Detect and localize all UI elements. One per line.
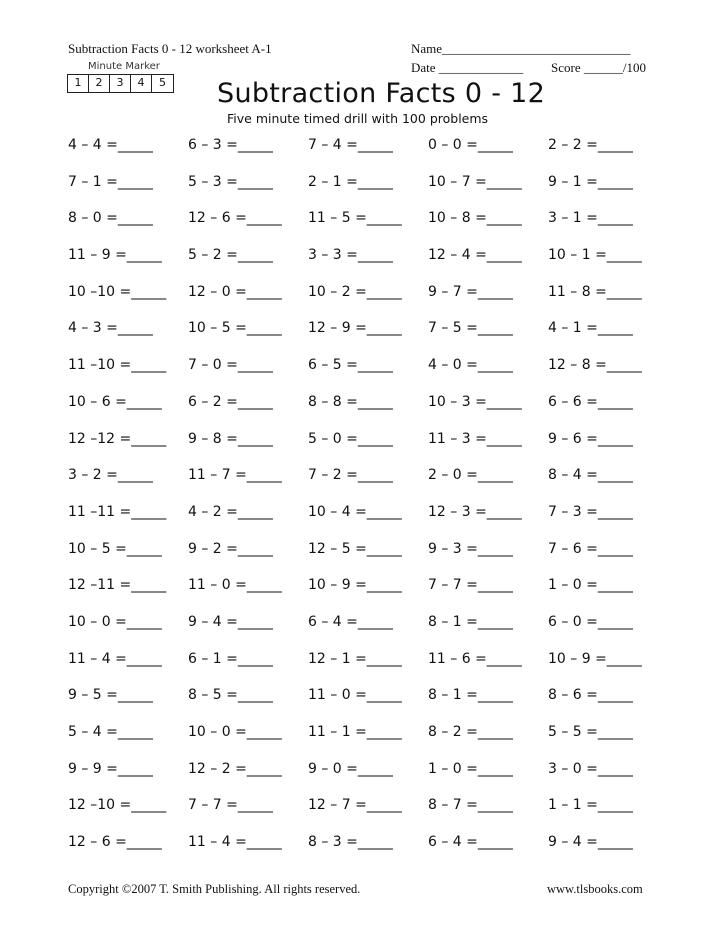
problem-item: 5 – 3 =_____ — [188, 173, 273, 190]
problem-item: 12 –12 =_____ — [68, 430, 167, 447]
problem-grid — [68, 136, 668, 870]
problem-item: 10 – 4 =_____ — [308, 503, 402, 520]
problem-item: 1 – 1 =_____ — [548, 797, 633, 814]
problem-item: 9 – 9 =_____ — [68, 760, 153, 777]
problem-item: 10 – 0 =_____ — [68, 613, 162, 630]
date-field: Date _____________ — [411, 60, 524, 75]
problem-item: 6 – 4 =_____ — [308, 613, 393, 630]
problem-item: 12 –11 =_____ — [68, 577, 167, 594]
minute-marker-box: 5 — [159, 76, 166, 89]
problem-item: 11 – 3 =_____ — [428, 430, 522, 447]
problem-item: 1 – 0 =_____ — [548, 577, 633, 594]
problem-item: 10 – 5 =_____ — [68, 540, 162, 557]
problem-item: 3 – 3 =_____ — [308, 247, 393, 264]
minute-marker-box: 3 — [110, 75, 131, 92]
problem-item: 3 – 1 =_____ — [548, 210, 633, 227]
problem-item: 7 – 6 =_____ — [548, 540, 633, 557]
problem-item: 7 – 3 =_____ — [548, 503, 633, 520]
minute-marker-box: 2 — [89, 75, 110, 92]
problem-item: 8 – 3 =_____ — [308, 834, 393, 851]
problem-item: 9 – 4 =_____ — [548, 834, 633, 851]
problem-item: 12 – 6 =_____ — [188, 210, 282, 227]
problem-item: 12 – 9 =_____ — [308, 320, 402, 337]
problem-item: 4 – 3 =_____ — [68, 320, 153, 337]
problem-item: 9 – 8 =_____ — [188, 430, 273, 447]
problem-item: 11 – 8 =_____ — [548, 283, 642, 300]
problem-item: 10 –10 =_____ — [68, 283, 167, 300]
problem-item: 10 – 7 =_____ — [428, 173, 522, 190]
problem-item: 10 – 0 =_____ — [188, 724, 282, 740]
problem-item: 4 – 0 =_____ — [428, 357, 513, 374]
problem-item: 12 – 0 =_____ — [188, 283, 282, 300]
copyright-notice: Copyright ©2007 T. Smith Publishing. All rights reserved. — [68, 882, 361, 896]
problem-item: 6 – 0 =_____ — [548, 613, 633, 630]
problem-item: 1 – 0 =_____ — [428, 760, 513, 777]
minute-marker-box: 4 — [131, 75, 152, 92]
problem-item: 10 – 8 =_____ — [428, 210, 522, 227]
problem-item: 7 – 1 =_____ — [68, 173, 153, 190]
website-link: www.tlsbooks.com — [547, 882, 643, 896]
problem-item: 12 – 2 =_____ — [188, 760, 282, 777]
problem-item: 3 – 2 =_____ — [68, 467, 153, 484]
problem-item: 8 – 5 =_____ — [188, 687, 273, 704]
problem-item: 10 – 3 =_____ — [428, 393, 522, 410]
problem-item: 12 – 5 =_____ — [308, 540, 402, 557]
problem-item: 9 – 6 =_____ — [548, 430, 633, 447]
problem-item: 12 – 6 =_____ — [68, 834, 162, 851]
problem-item: 5 – 4 =_____ — [68, 724, 153, 740]
problem-item: 8 – 0 =_____ — [68, 210, 153, 227]
problem-item: 12 – 1 =_____ — [308, 650, 402, 667]
problem-item: 4 – 2 =_____ — [188, 503, 273, 520]
problem-item: 8 – 1 =_____ — [428, 687, 513, 704]
problem-item: 12 –10 =_____ — [68, 797, 167, 814]
problem-item: 10 – 2 =_____ — [308, 283, 402, 300]
problem-item: 12 – 4 =_____ — [428, 247, 522, 264]
problem-item: 6 – 1 =_____ — [188, 650, 273, 667]
name-field: Name_____________________________ — [411, 41, 631, 56]
problem-item: 9 – 2 =_____ — [188, 540, 273, 557]
minute-marker-label: Minute Marker — [88, 61, 160, 72]
problem-item: 11 – 7 =_____ — [188, 467, 282, 484]
problem-item: 8 – 2 =_____ — [428, 724, 513, 740]
problem-item: 11 – 9 =_____ — [68, 247, 162, 264]
problem-item: 7 – 0 =_____ — [188, 357, 273, 374]
minute-marker-boxes — [67, 74, 174, 93]
problem-item: 11 – 0 =_____ — [308, 687, 402, 704]
problem-item: 4 – 1 =_____ — [548, 320, 633, 337]
problem-item: 10 – 6 =_____ — [68, 393, 162, 410]
problem-item: 8 – 6 =_____ — [548, 687, 633, 704]
problem-item: 10 – 1 =_____ — [548, 247, 642, 264]
problem-item: 11 – 5 =_____ — [308, 210, 402, 227]
problem-item: 10 – 9 =_____ — [308, 577, 402, 594]
problem-item: 4 – 4 =_____ — [68, 137, 153, 153]
problem-item: 7 – 2 =_____ — [308, 467, 393, 484]
problem-item: 8 – 4 =_____ — [548, 467, 633, 484]
problem-item: 9 – 0 =_____ — [308, 760, 393, 777]
problem-item: 6 – 6 =_____ — [548, 393, 633, 410]
problem-item: 2 – 2 =_____ — [548, 137, 633, 153]
problem-item: 10 – 5 =_____ — [188, 320, 282, 337]
problem-item: 11 – 0 =_____ — [188, 577, 282, 594]
problem-item: 9 – 7 =_____ — [428, 283, 513, 300]
problem-item: 9 – 4 =_____ — [188, 613, 273, 630]
problem-item: 11 – 1 =_____ — [308, 724, 402, 740]
problem-item: 6 – 4 =_____ — [428, 834, 513, 851]
problem-item: 12 – 8 =_____ — [548, 357, 642, 374]
page-title: Subtraction Facts 0 - 12 — [217, 78, 546, 109]
problem-item: 8 – 8 =_____ — [308, 393, 393, 410]
problem-item: 6 – 2 =_____ — [188, 393, 273, 410]
problem-item: 12 – 7 =_____ — [308, 797, 402, 814]
problem-item: 10 – 9 =_____ — [548, 650, 642, 667]
problem-item: 11 –10 =_____ — [68, 357, 167, 374]
worksheet-label: Subtraction Facts 0 - 12 worksheet A-1 — [68, 41, 272, 56]
problem-item: 11 – 4 =_____ — [68, 650, 162, 667]
problem-item: 5 – 5 =_____ — [548, 724, 633, 740]
problem-item: 9 – 5 =_____ — [68, 687, 153, 704]
problem-item: 3 – 0 =_____ — [548, 760, 633, 777]
problem-item: 6 – 5 =_____ — [308, 357, 393, 374]
problem-item: 7 – 5 =_____ — [428, 320, 513, 337]
problem-item: 6 – 3 =_____ — [188, 137, 273, 153]
page-subtitle: Five minute timed drill with 100 problems — [227, 111, 489, 126]
score-field: Score ______/100 — [551, 60, 646, 75]
problem-item: 0 – 0 =_____ — [428, 137, 513, 153]
problem-item: 12 – 3 =_____ — [428, 503, 522, 520]
problem-item: 8 – 1 =_____ — [428, 613, 513, 630]
problem-item: 9 – 3 =_____ — [428, 540, 513, 557]
problem-item: 11 – 6 =_____ — [428, 650, 522, 667]
problem-item: 8 – 7 =_____ — [428, 797, 513, 814]
problem-item: 11 –11 =_____ — [68, 503, 167, 520]
problem-item: 7 – 7 =_____ — [188, 797, 273, 814]
problem-item: 7 – 4 =_____ — [308, 137, 393, 153]
problem-item: 11 – 4 =_____ — [188, 834, 282, 851]
problem-item: 2 – 0 =_____ — [428, 467, 513, 484]
problem-item: 9 – 1 =_____ — [548, 173, 633, 190]
problem-item: 7 – 7 =_____ — [428, 577, 513, 594]
problem-item: 2 – 1 =_____ — [308, 173, 393, 190]
minute-marker-box: 1 — [68, 75, 89, 92]
problem-item: 5 – 2 =_____ — [188, 247, 273, 264]
problem-item: 5 – 0 =_____ — [308, 430, 393, 447]
